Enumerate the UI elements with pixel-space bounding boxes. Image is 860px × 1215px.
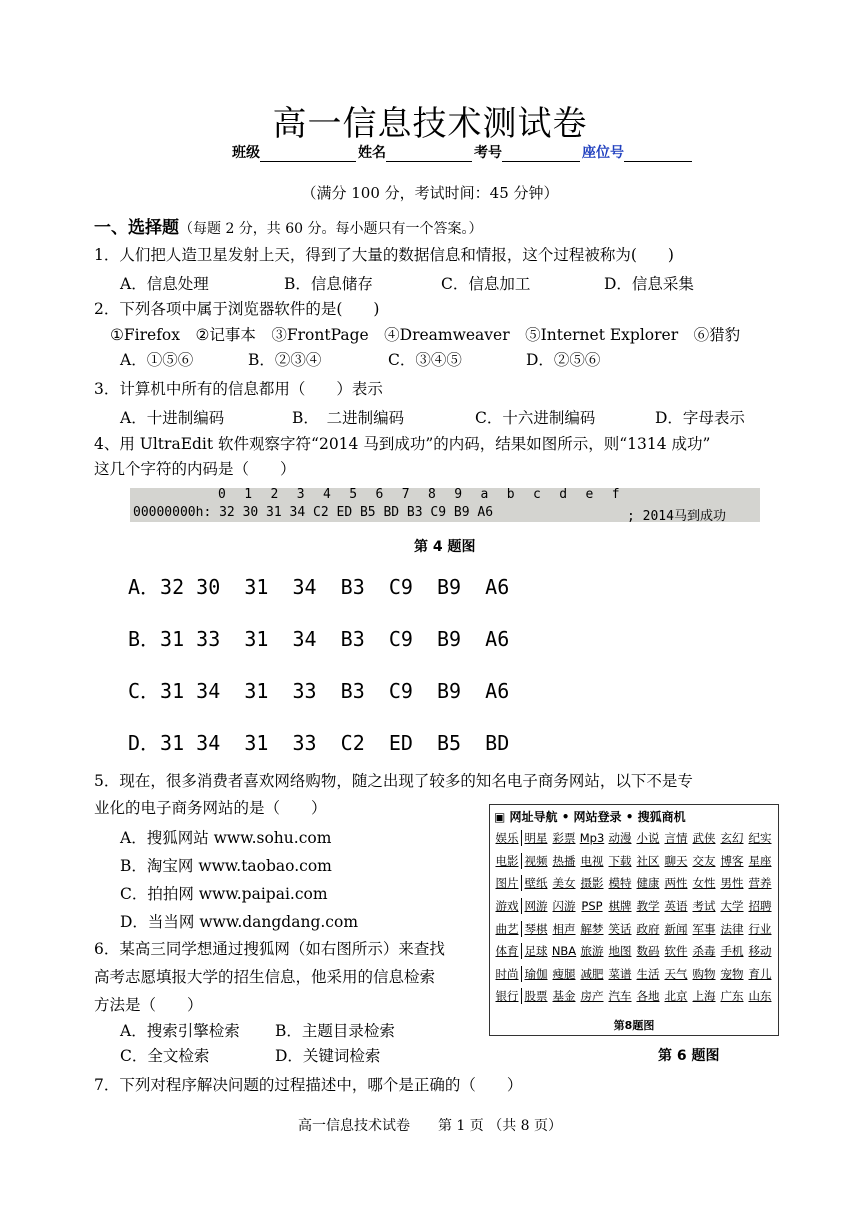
nav-link[interactable]: 股票 [524, 989, 548, 1004]
q3-option-b: B． 二进制编码 [292, 409, 405, 427]
nav-link[interactable]: 时尚 [493, 966, 522, 982]
nav-link[interactable]: 相声 [552, 921, 576, 936]
q6-option-a: A．搜索引擎检索 [120, 1022, 240, 1040]
class-label: 班级 [232, 145, 260, 161]
nav-link[interactable]: 解梦 [580, 921, 604, 936]
nav-link[interactable]: 棋牌 [608, 899, 632, 914]
nav-link[interactable]: 笑话 [608, 921, 632, 936]
exam-no-blank [502, 147, 580, 162]
nav-link[interactable]: 琴棋 [524, 921, 548, 936]
nav-link[interactable]: 基金 [552, 989, 576, 1004]
nav-link[interactable]: 北京 [664, 989, 688, 1004]
nav-link[interactable]: 健康 [636, 876, 660, 891]
nav-row [493, 985, 777, 1008]
nav-link[interactable]: 交友 [692, 853, 716, 868]
nav-link-grid [493, 827, 777, 1008]
q1-option-c: C．信息加工 [441, 275, 531, 293]
nav-link[interactable]: 法律 [720, 921, 744, 936]
class-blank [260, 147, 356, 162]
nav-link[interactable]: 小说 [636, 831, 660, 846]
nav-row [493, 895, 777, 918]
nav-row [493, 917, 777, 940]
page-title: 高一信息技术测试卷 [272, 104, 588, 144]
nav-link[interactable]: 减肥 [580, 966, 604, 981]
section-title: 一、选择题 [94, 218, 179, 238]
seat-blank [624, 147, 692, 162]
nav-link[interactable]: 网游 [524, 899, 548, 914]
nav-link[interactable]: 行业 [748, 921, 772, 936]
nav-link[interactable]: 模特 [608, 876, 632, 891]
nav-link[interactable]: 博客 [720, 853, 744, 868]
nav-link[interactable]: 新闻 [664, 921, 688, 936]
nav-row [493, 850, 777, 873]
section-note: （每题 2 分，共 60 分。每小题只有一个答案。） [179, 221, 483, 237]
nav-link[interactable]: 娱乐 [493, 830, 522, 846]
nav-row [493, 872, 777, 895]
nav-link[interactable]: 闪游 [552, 899, 576, 914]
nav-link[interactable]: 营养 [748, 876, 772, 891]
nav-link[interactable]: 考试 [692, 899, 716, 914]
nav-row [493, 827, 777, 850]
section-heading [94, 213, 483, 238]
nav-link[interactable]: 足球 [524, 944, 548, 959]
sohu-nav-figure [489, 804, 779, 1036]
q1-option-a: A．信息处理 [120, 275, 209, 293]
q6-option-d: D．关键词检索 [275, 1047, 381, 1065]
nav-link[interactable]: 视频 [524, 853, 548, 868]
q5-option-c: C．拍拍网 www.paipai.com [120, 885, 328, 903]
q2-option-b: B．②③④ [248, 351, 322, 369]
q2-option-a: A．①⑤⑥ [120, 351, 194, 369]
nav-link[interactable]: 明星 [524, 831, 548, 846]
q2-option-c: C．③④⑤ [388, 351, 462, 369]
nav-link[interactable]: 武侠 [692, 831, 716, 846]
nav-link[interactable]: Mp3 [579, 831, 605, 846]
nav-link[interactable]: PSP [581, 899, 603, 914]
nav-link[interactable]: 购物 [692, 966, 716, 981]
nav-link[interactable]: 汽车 [608, 989, 632, 1004]
nav-link[interactable]: 手机 [720, 944, 744, 959]
nav-link[interactable]: 杀毒 [692, 944, 716, 959]
nav-link[interactable]: 玄幻 [720, 831, 744, 846]
nav-link[interactable]: NBA [551, 944, 577, 959]
nav-link[interactable]: 招聘 [748, 899, 772, 914]
nav-link[interactable]: 彩票 [552, 831, 576, 846]
nav-link[interactable]: 两性 [664, 876, 688, 891]
nav-link[interactable]: 女性 [692, 876, 716, 891]
q2-option-d: D．②⑤⑥ [526, 351, 601, 369]
nav-link[interactable]: 游戏 [493, 898, 522, 914]
figure-4-caption: 第 4 题图 [414, 539, 476, 555]
name-label: 姓名 [358, 145, 386, 161]
nav-link[interactable]: 动漫 [608, 831, 632, 846]
nav-link[interactable]: 宠物 [720, 966, 744, 981]
nav-link[interactable]: 银行 [493, 988, 522, 1004]
nav-link[interactable]: 育儿 [748, 966, 772, 981]
nav-link[interactable]: 数码 [636, 944, 660, 959]
question-2-items: ①Firefox ②记事本 ③FrontPage ④Dreamweaver ⑤Internet Explorer ⑥猎豹 [110, 326, 741, 344]
exam-meta: （满分 100 分，考试时间：45 分钟） [301, 184, 559, 202]
nav-link[interactable]: 房产 [580, 989, 604, 1004]
question-2-stem: 2．下列各项中属于浏览器软件的是( ) [94, 300, 380, 318]
q3-option-c: C．十六进制编码 [475, 409, 596, 427]
nav-link[interactable]: 曲艺 [493, 921, 522, 937]
q3-option-a: A．十进制编码 [120, 409, 225, 427]
nav-link[interactable]: 聊天 [664, 853, 688, 868]
question-7-stem: 7．下列对程序解决问题的过程描述中，哪个是正确的（ ） [94, 1076, 523, 1094]
q1-option-d: D．信息采集 [604, 275, 694, 293]
nav-link[interactable]: 菜谱 [608, 966, 632, 981]
nav-link[interactable]: 各地 [636, 989, 660, 1004]
q5-option-d: D．当当网 www.dangdang.com [120, 913, 359, 931]
nav-link[interactable]: 地图 [608, 944, 632, 959]
nav-link[interactable]: 男性 [720, 876, 744, 891]
exam-no-label: 考号 [474, 145, 502, 161]
nav-link[interactable]: 军事 [692, 921, 716, 936]
hex-text-column: ; 2014马到成功 [627, 509, 726, 524]
nav-link[interactable]: 美女 [552, 876, 576, 891]
q3-option-d: D．字母表示 [655, 409, 745, 427]
nav-link[interactable]: 旅游 [580, 944, 604, 959]
nav-row [493, 940, 777, 963]
q6-option-c: C．全文检索 [120, 1047, 210, 1065]
nav-link[interactable]: 瑜伽 [524, 966, 548, 981]
nav-figure-header: ▣ 网址导航 • 网站登录 • 搜狐商机 [494, 810, 686, 824]
nav-link[interactable]: 上海 [692, 989, 716, 1004]
question-4-stem-line2: 这几个字符的内码是（ ） [94, 460, 296, 478]
nav-link[interactable]: 纪实 [748, 831, 772, 846]
nav-link[interactable]: 壁纸 [524, 876, 548, 891]
nav-link[interactable]: 移动 [748, 944, 772, 959]
q4-option-b: B．31 33 31 34 B3 C9 B9 A6 [128, 627, 510, 651]
figure-6-caption: 第 6 题图 [658, 1048, 720, 1064]
nav-link[interactable]: 政府 [636, 921, 660, 936]
nav-link[interactable]: 体育 [493, 943, 522, 959]
question-4-stem-line1: 4、用 UltraEdit 软件观察字符“2014 马到成功”的内码，结果如图所示，则“1314 成功” [94, 435, 711, 453]
nav-link[interactable]: 热播 [552, 853, 576, 868]
nav-link[interactable]: 下载 [608, 853, 632, 868]
nav-link[interactable]: 言情 [664, 831, 688, 846]
q4-option-a: A．32 30 31 34 B3 C9 B9 A6 [128, 575, 510, 599]
student-info-line [232, 142, 694, 162]
q4-option-c: C．31 34 31 33 B3 C9 B9 A6 [128, 679, 510, 703]
question-1-stem: 1．人们把人造卫星发射上天，得到了大量的数据信息和情报，这个过程被称为( ) [94, 246, 674, 264]
nav-link[interactable]: 英语 [664, 899, 688, 914]
nav-figure-footer: 第8题图 [613, 1019, 655, 1032]
nav-link[interactable]: 图片 [493, 875, 522, 891]
nav-link[interactable]: 天气 [664, 966, 688, 981]
question-6-stem-line2: 高考志愿填报大学的招生信息，他采用的信息检索 [94, 968, 436, 986]
hex-data-row: 00000000h: 32 30 31 34 C2 ED B5 BD B3 C9 B9 A6 [133, 505, 494, 520]
q6-option-b: B．主题目录检索 [275, 1022, 395, 1040]
nav-link[interactable]: 摄影 [580, 876, 604, 891]
name-blank [386, 147, 472, 162]
nav-link[interactable]: 星座 [748, 853, 772, 868]
question-5-stem-line1: 5．现在，很多消费者喜欢网络购物，随之出现了较多的知名电子商务网站，以下不是专 [94, 772, 693, 790]
nav-link[interactable]: 山东 [748, 989, 772, 1004]
q5-option-a: A．搜狐网站 www.sohu.com [120, 829, 332, 847]
question-3-stem: 3．计算机中所有的信息都用（ ）表示 [94, 380, 383, 398]
nav-link[interactable]: 瘦腿 [552, 966, 576, 981]
nav-row [493, 963, 777, 986]
hex-column-header: 0 1 2 3 4 5 6 7 8 9 a b c d e f [218, 487, 625, 502]
nav-link[interactable]: 广东 [720, 989, 744, 1004]
question-6-stem-line3: 方法是（ ） [94, 996, 203, 1014]
nav-logo-icon: ▣ [494, 810, 510, 824]
question-6-stem-line1: 6．某高三同学想通过搜狐网（如右图所示）来查找 [94, 940, 445, 958]
nav-link[interactable]: 教学 [636, 899, 660, 914]
q1-option-b: B．信息储存 [284, 275, 373, 293]
q5-option-b: B．淘宝网 www.taobao.com [120, 857, 332, 875]
nav-link[interactable]: 电视 [580, 853, 604, 868]
nav-link[interactable]: 电影 [493, 853, 522, 869]
nav-link[interactable]: 社区 [636, 853, 660, 868]
seat-label: 座位号 [582, 145, 624, 161]
q4-option-d: D．31 34 31 33 C2 ED B5 BD [128, 731, 510, 755]
page-footer: 高一信息技术试卷 第 1 页 （共 8 页） [297, 1118, 563, 1134]
nav-link[interactable]: 生活 [636, 966, 660, 981]
nav-link[interactable]: 软件 [664, 944, 688, 959]
question-5-stem-line2: 业化的电子商务网站的是（ ） [94, 799, 327, 817]
nav-link[interactable]: 大学 [720, 899, 744, 914]
